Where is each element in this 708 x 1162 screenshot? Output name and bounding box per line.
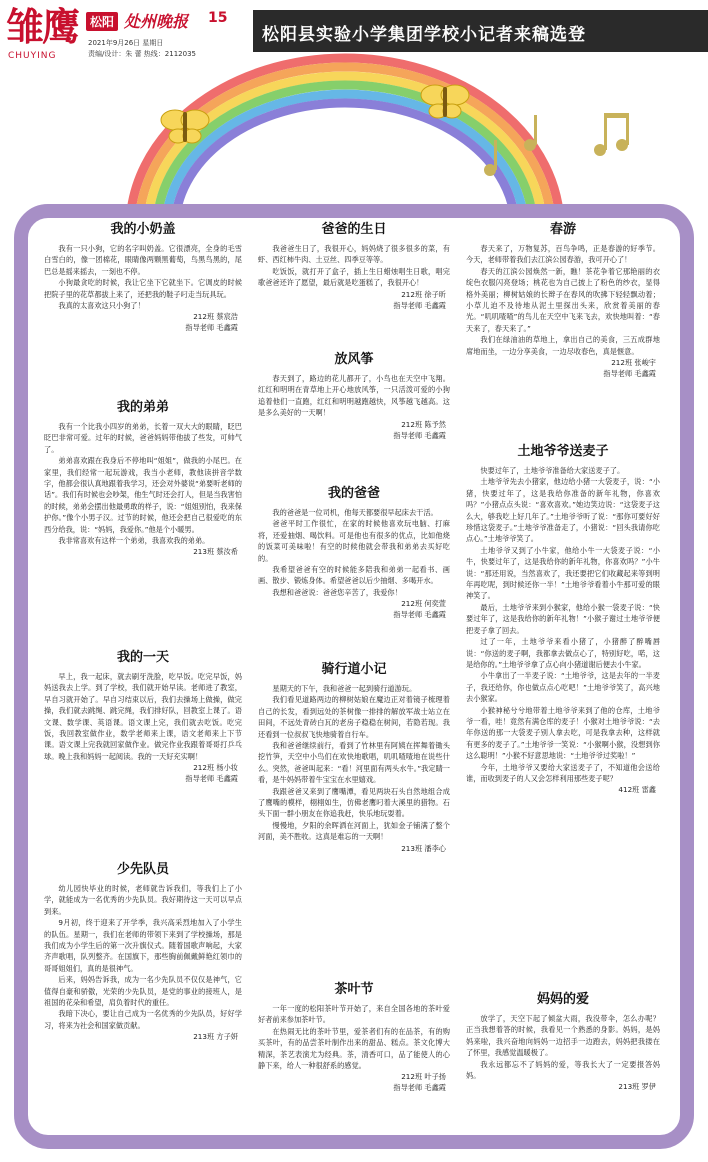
article-author: 412班 雷鑫	[618, 785, 656, 795]
article-paragraph: 春天来了，万物复苏，百鸟争鸣，正是春游的好季节。今天，老师带着我们去江滨公园春游，我可开心了！	[466, 244, 660, 265]
article-paragraph: 星期天的下午，我和爸爸一起到骑行道游玩。	[272, 684, 417, 693]
column-right	[466, 218, 660, 1142]
edition-badge: 松阳	[86, 12, 118, 31]
paper-name: 处州晚报	[124, 12, 189, 31]
article-teacher: 指导老师 毛鑫霞	[393, 300, 446, 310]
article-title: 土地爷爷送麦子	[517, 444, 609, 459]
article-teacher: 指导老师 毛鑫霞	[185, 774, 238, 784]
article-paragraph: 幼儿园快毕业的时候，老师就告诉我们，等我们上了小学，就能成为一名优秀的少先队员。我好期待这一天可以早点到来。	[44, 884, 242, 916]
article-paragraph: 最后，土地爷爷来到小猴家，他给小猴一袋麦子说：“快要过年了，这是我给你的新年礼物！”小猴子谢过土地爷爷便把麦子拿了回去。	[466, 602, 660, 635]
article-title: 我的一天	[116, 650, 169, 665]
issue-date: 2021年9月26日 星期日	[88, 39, 164, 47]
article-title: 我的小奶盖	[110, 222, 176, 237]
article-paragraph: 我真的太喜欢这只小狗了！	[58, 301, 145, 311]
article-paragraph: 我永远都忘不了妈妈的爱，等我长大了一定要报答妈妈。	[466, 1059, 660, 1081]
logo: 雏鹰	[6, 4, 79, 49]
article-paragraph: 小牛拿出了一半麦子说：“土地爷爷，这是去年的一半麦子，我还给你，你也做点点心吃吧！”土地爷爷笑了，高兴地去小猴家。	[466, 671, 660, 704]
article-paragraph: 我和爸爸继续前行，看到了竹林里有阿姨在挥舞着锄头挖竹笋，天空中小鸟们在欢快地歌唱，叽叽喳喳地在说些什么。突然，爸爸叫起来：“看！河里面有两头水牛。”我定睛一看，是牛妈妈带着牛宝宝在水里嬉戏。	[258, 741, 450, 785]
editor-credit: 责编/设计：朱 蕾 热线：2112035	[88, 50, 196, 58]
article-paragraph: 春天到了，路边的花儿都开了，小鸟也在天空中飞翔。红红和明明在青草地上开心地放风筝，一只活泼可爱的小狗追着他们一直跑，红红和明明越跑越快，风筝越飞越高。这是多么美好的一天啊！	[258, 374, 450, 418]
article-paragraph: 弟弟喜欢跟在我身后不停地叫“姐姐”，做我的小尾巴。在家里，我们经常一起玩游戏，我当小老师，教他读拼音学数字，他都会很认真地跟着我学习，还会对外婆说“弟要听老师的话”。我们有时候也会吵架，他生气时还会打人，但是当我害怕的时候，弟弟会摆出他最勇敢的样子，说：“姐姐别怕，我来保护你。”像个小男子汉。过节的时候，他还会把自己很爱吃的东西分给我，说：“妈妈，我爱你。”他是个小暖男。	[44, 456, 242, 534]
article-title: 少先队员	[116, 862, 169, 877]
article-mama	[466, 988, 660, 1092]
article-paragraph: 在热闹无比的茶叶节里，爱茶者们有的在品茶，有的购买茶叶，有的品尝茶叶制作出来的甜品、糕点。茶文化博大精深，茶艺表演尤为经典。茶，清香可口，品了能使人的心静下来，给人一种很舒系的感觉。	[258, 1026, 450, 1071]
article-author: 212班 蔡宸浩	[193, 312, 238, 322]
article-paragraph: 小狗最贪吃的时候，我让它坐下它就坐下。它调皮的时候把院子里的花草都拔上来了，还把我的鞋子叼走当玩具玩。	[44, 278, 242, 299]
article-baba-birthday	[258, 218, 450, 311]
article-paragraph: 早上，我一起床，就去刷牙洗脸，吃早饭。吃完早饭，妈妈送我去上学。到了学校，我们就开始早读。老师进了教室，早自习就开始了。早自习结束以后，我们去操场上做操，做完操，我们就去跳绳、跳完绳，我们排好队，回教室上课了。语文课、数学课、英语课。语文课上完，我们就去吃饭。吃完饭，我回教室做作业，数学老师来上课，语文老师来上下节课。语文课上完我就回家做作业。做完作业我跟着哥哥打乒乓球。晚上我和妈妈一起阅读。我的一天好充实啊！	[44, 672, 242, 761]
article-paragraph: 后来，妈妈告诉我，成为一名少先队员不仅仅是神气，它值得自豪和骄傲，光荣的少先队员，是党的事业的接班人，是祖国的花朵和希望，肩负着时代的重任。	[44, 975, 242, 1008]
article-paragraph: 慢慢地，夕阳的余晖洒在河面上，犹如金子铺满了整个河面，美不胜收。这真是难忘的一天啊！	[258, 820, 450, 842]
article-author: 212班 张峻宇	[611, 358, 656, 368]
article-title: 爸爸的生日	[321, 222, 387, 237]
article-author: 213班 罗伊	[618, 1082, 656, 1092]
article-title: 骑行道小记	[321, 662, 387, 677]
article-paragraph: 春天的江滨公园焕然一新，瞧！茶花争着它那艳丽的衣绽色衣服闪亮登场；桃花也为自己披上了粉色的纱衣，显得格外美丽；柳树姑娘的长辫子在春风的吹拂下轻轻飘动着；小草儿迫不及待地从泥土里探出头来，欣赏着美丽的春光。“叽叽喳喳”的鸟儿在天空中飞来飞去，欢快地叫着：“春天来了，春天来了。”	[466, 266, 660, 333]
article-paragraph: 爸爸平时工作很忙，在家的时候他喜欢玩电脑、打麻将，还爱抽烟、喝饮料。可是他也有很多的优点，比如他烧的饭菜可美味啦！有空的时候他就会带我和弟弟去买好吃的。	[258, 519, 450, 563]
article-paragraph: 我非常喜欢有这样一个弟弟，我喜欢我的弟弟。	[58, 536, 210, 546]
article-author: 213班 潘李心	[401, 843, 446, 853]
article-author: 212班 何奕萱	[401, 599, 446, 609]
article-paragraph: 过了一年，土地爷爷来看小猪了，小猪醉了醉嘴唇说：“你送的麦子啊，我都拿去做点心了，特别好吃，喏，这是给你的。”土地爷爷拿了点心向小猪道谢后便去小牛家。	[466, 637, 660, 669]
article-author: 212班 杨小妆	[193, 763, 238, 773]
logo-pinyin: CHUYING	[8, 51, 57, 61]
page-headline: 松阳县实验小学集团学校小记者来稿选登	[262, 25, 586, 45]
article-paragraph: 我想和爸爸说：爸爸您辛苦了，我爱你！	[272, 587, 402, 597]
article-title: 茶叶节	[334, 982, 374, 997]
article-title: 妈妈的爱	[536, 992, 589, 1007]
article-teacher: 指导老师 毛鑫霞	[603, 369, 656, 379]
article-chayejie	[258, 978, 450, 1093]
article-teacher: 指导老师 毛鑫霞	[393, 430, 446, 440]
article-shaoxian	[44, 858, 242, 1042]
article-maizi	[466, 440, 660, 795]
article-teacher: 指导老师 毛鑫霞	[393, 610, 446, 620]
article-author: 212班 叶子扬	[401, 1072, 446, 1082]
article-paragraph: 放学了，天空下起了倾盆大雨，我没带伞，怎么办呢？正当我想着答的时候，我看见一个熟悉的身影。妈妈，是妈妈来啦，我兴奋地向妈妈一边招手一边跑去，妈妈把我搂在了怀里，我感觉温暖极了。	[466, 1014, 660, 1058]
article-author: 212班 陈予然	[401, 419, 446, 429]
article-paragraph: 我的爸爸是一位司机，他每天都要很早起床去干活。	[272, 508, 438, 517]
article-author: 212班 徐子昕	[401, 289, 446, 299]
article-paragraph: 我暗下决心，要让自己成为一名优秀的少先队员，好好学习，将来为社会和国家做贡献。	[44, 1009, 242, 1030]
page-number: 15	[208, 10, 228, 26]
article-title: 放风筝	[334, 352, 374, 367]
article-title: 春游	[549, 222, 576, 237]
article-paragraph: 我们看见道路两边的柳树姑娘在魔边正对着镜子梳理着自己的长发，看到远处的茶树像一排排的解放军战士站立在田间，不远处青砖白瓦的老房子稳稳在树间，若隐若现。我还看到一位叔叔飞快地骑着自行车。	[258, 695, 450, 739]
article-teacher: 指导老师 毛鑫霞	[393, 1083, 446, 1093]
article-paragraph: 吃饭饭，就打开了盒子，插上生日蜡烛唱生日歌，唱完歌爸爸还许了愿望，最后就是吃蛋糕了，我很开心！	[258, 266, 450, 288]
article-teacher: 指导老师 毛鑫霞	[185, 323, 238, 333]
article-paragraph: 一年一度的松阳茶叶节开始了，来自全国各地的茶叶爱好者前来参加茶叶节。	[258, 1004, 450, 1025]
article-chunyou	[466, 218, 660, 379]
article-baba	[258, 482, 450, 620]
article-author: 213班 方子妍	[193, 1032, 238, 1042]
article-yitian	[44, 646, 242, 784]
article-nainai	[44, 218, 242, 333]
article-qixingdao	[258, 658, 450, 854]
article-paragraph: 土地爷爷先去小猪家，他边给小猪一大袋麦子，说：“小猪，快要过年了，这是我给你准备的新年礼物，你喜欢吗？”小猪点点头说：“喜欢喜欢。”她边笑边说：“这袋麦子这么大，够我吃上好几年了。”土地爷爷听了说：“那你可要好好珍惜这袋麦子。”土地爷爷准备走了，小猪说：“回头我请你吃点心。”土地爷爷笑了。	[466, 477, 660, 544]
article-paragraph: 今年，土地爷爷又要给大家送麦子了，不知道他会送给谁，而收到麦子的人又会怎样利用那些麦子呢？	[466, 762, 660, 783]
column-middle	[258, 218, 450, 1142]
article-paragraph: 我跟爸爸又来到了鹰嘴潭，看见两块石头自然地组合成了鹰嘴的模样，栩栩如生，仿佛老鹰叼着大溪里的猎物。石头下面一群小朋友在你追我赶，快乐地玩耍着。	[258, 786, 450, 819]
article-author: 213班 蔡汝希	[193, 547, 238, 557]
column-left	[44, 218, 242, 1142]
article-paragraph: 我有一只小狗，它的名字叫奶盖。它很漂亮，全身的毛雪白雪白的，像一团棉花，眼睛像两颗黑葡萄，鸟黑鸟黑的，尾巴总是摇来摇去，一刻也不停。	[44, 244, 242, 276]
article-paragraph: 9月初，终于迎来了开学季，我兴高采烈地加入了小学生的队伍。星期一，我们在老师的带领下来到了学校操场，那是我们成为小学生后的第一次升旗仪式。随着国歌声响起，大家齐声歌唱，队列整齐。在国旗下，那些胸前佩戴鲜艳红领巾的哥哥姐姐们，真的是很神气。	[44, 918, 242, 973]
article-fengzheng	[258, 348, 450, 441]
article-paragraph: 小猴神秘兮兮地带着土地爷爷来到了他的仓库，土地爷爷一看，哇！竟然有满仓库的麦子！小猴对土地爷爷说：“去年你送的那一大袋麦子别人拿去吃，可是我拿去种，这样就有更多的麦子了。”土地爷爷一笑说：“小猴啊小猴，没想到你这么聪明！”小猴不好意思地说：“土地爷爷过奖啦！”	[466, 705, 660, 761]
article-paragraph: 我希望爸爸有空的时候能多陪我和弟弟一起看书、画画、散步、锻炼身体。希望爸爸以后少抽烟、多喝开水。	[258, 565, 450, 586]
article-title: 我的爸爸	[327, 486, 380, 501]
article-didi	[44, 396, 242, 557]
article-paragraph: 我爸爸生日了，我很开心，妈妈烧了很多很多的菜，有虾、西红柿牛肉、土豆丝、四季豆等等。	[258, 244, 450, 265]
article-paragraph: 土地爷爷又到了小牛家，他给小牛一大袋麦子说：“小牛，快要过年了，这是我给你的新年礼物，你喜欢吗？”小牛说：“那还用说，当然喜欢了，我还要把它们收藏起来等到明年再吃呢，到时候还你一半！”土地爷爷看着小牛那可爱的眼神笑了。	[466, 545, 660, 601]
article-paragraph: 我有一个比我小四岁的弟弟，长着一双大大的眼睛，眨巴眨巴非常可爱。过年的时候，爸爸妈妈带他拔了些发，可帅气了。	[44, 422, 242, 454]
article-paragraph: 我们在绿油油的草地上，拿出自己的美食，三五成群地席地而坐，一边分享美食，一边尽收春色，真是惬意。	[466, 335, 660, 356]
article-title: 我的弟弟	[116, 400, 169, 415]
article-paragraph: 快要过年了，土地爷爷准备给大家送麦子了。	[480, 466, 625, 475]
